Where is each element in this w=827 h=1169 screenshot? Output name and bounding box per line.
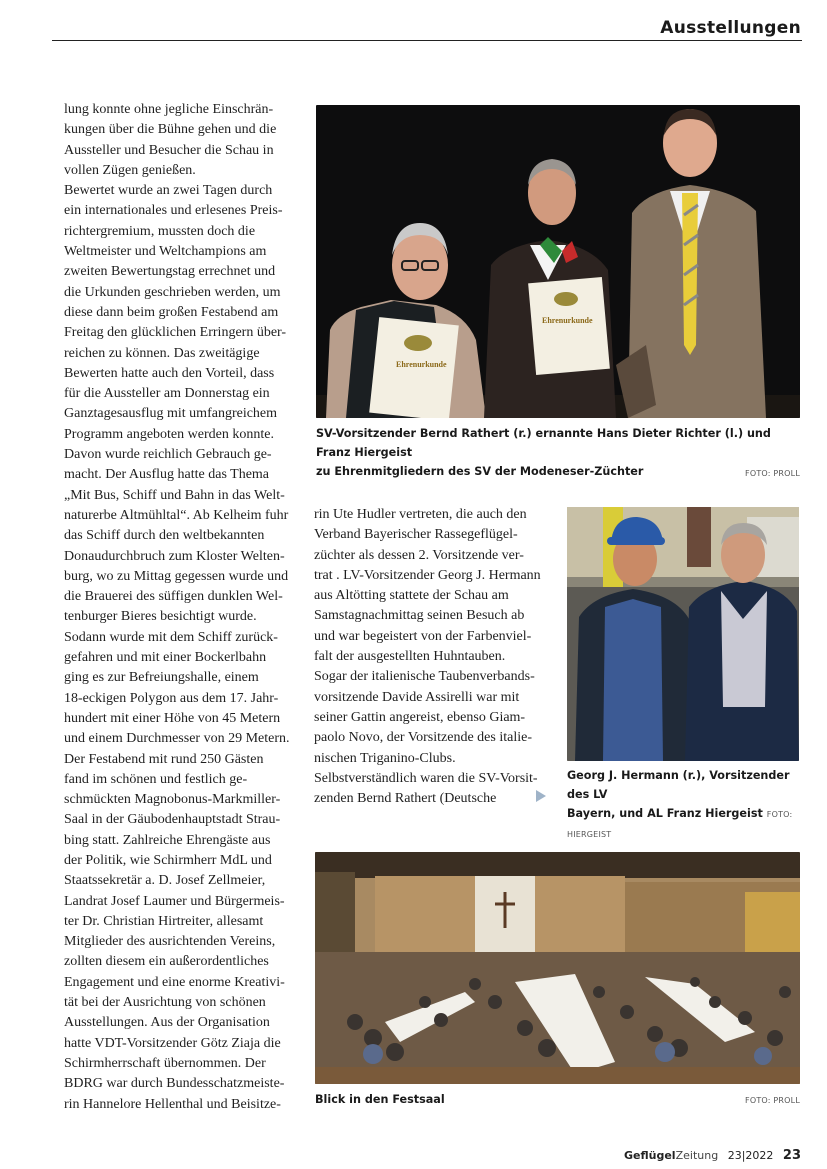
section-title: Ausstellungen <box>660 18 801 38</box>
article-line: nischen Triganino-Clubs. <box>314 750 456 766</box>
article-line: naturerbe Altmühltal“. Ab Kelheim fuhr <box>64 507 289 523</box>
article-line: Weltmeister und Weltchampions am <box>64 244 267 260</box>
photo-honorary-members <box>316 105 800 418</box>
article-line: bing statt. Zahlreiche Ehrengäste aus <box>64 832 271 848</box>
article-line: diese dann beim großen Festabend am <box>64 304 279 320</box>
photo3-caption: Blick in den Festsaal <box>315 1093 445 1106</box>
certificate-middle-label: Ehrenurkunde <box>542 316 593 325</box>
article-line: rin Hannelore Hellenthal und Beisitze- <box>64 1096 281 1112</box>
article-line: und einem Durchmesser von 29 Metern. <box>64 731 290 747</box>
article-line: hundert mit einer Höhe von 45 Metern <box>64 710 281 726</box>
article-line: kungen über die Bühne gehen und die <box>64 122 277 138</box>
article-line: Samstagnachmittag seinen Besuch ab <box>314 608 525 624</box>
article-line: falt der ausgestellten Huhntauben. <box>314 649 506 665</box>
article-line: paolo Novo, der Vorsitzende des italie- <box>314 730 532 746</box>
article-line: Davon wurde reichlich Gebrauch ge- <box>64 447 272 463</box>
article-line: lung konnte ohne jegliche Einschrän- <box>64 102 274 117</box>
article-line: Aussteller und Besucher die Schau in <box>64 142 274 158</box>
article-line: züchter als dessen 2. Vorsitzende ver- <box>314 547 524 563</box>
photo1-caption-line2: zu Ehrenmitgliedern des SV der Modeneser-Züchter <box>316 465 644 478</box>
footer-brand: Geflügel <box>624 1149 676 1162</box>
article-line: zweiten Bewertungstag errechnet und <box>64 264 276 280</box>
footer-brand-suffix: Zeitung <box>675 1149 719 1162</box>
article-line: Landrat Josef Laumer und Bürgermeis- <box>64 893 285 909</box>
article-line: 18-eckigen Polygon aus dem 17. Jahr- <box>64 690 279 706</box>
article-line: Freitag den glücklichen Erringern über- <box>64 325 287 341</box>
article-line: Sodann wurde mit dem Schiff zurück- <box>64 629 278 645</box>
article-column-middle <box>314 505 552 809</box>
article-line: reichen zu können. Das zweitägige <box>64 345 260 361</box>
article-line: Sogar der italienische Taubenverbands- <box>314 669 535 685</box>
certificate-left-label: Ehrenurkunde <box>396 360 447 369</box>
certificate-left <box>369 317 459 418</box>
photo2-caption-line2: Bayern, und AL Franz Hiergeist <box>567 807 763 820</box>
article-line: zollten diesem ein außerordentliches <box>64 954 269 970</box>
article-line: ein internationales und erlesenes Preis- <box>64 203 283 219</box>
article-line: hatte VDT-Vorsitzender Götz Ziaja die <box>64 1035 281 1051</box>
article-line: und war begeistert von der Farbenviel- <box>314 628 532 644</box>
photo2-caption-line1: Georg J. Hermann (r.), Vorsitzender des LV <box>567 769 790 801</box>
article-line: zenden Bernd Rathert (Deutsche <box>314 791 497 807</box>
article-line: rin Ute Hudler vertreten, die auch den <box>314 507 527 522</box>
article-line: macht. Der Ausflug hatte das Thema <box>64 467 270 483</box>
article-line: das Schiff durch den weltbekannten <box>64 528 265 544</box>
photo1-caption <box>316 424 800 481</box>
article-line: Engagement und eine enorme Kreativi- <box>64 974 285 990</box>
article-line: aus Altötting stattete der Schau am <box>314 588 509 604</box>
header-rule <box>52 40 802 41</box>
article-line: Saal in der Gäubodenhauptstadt Strau- <box>64 812 281 828</box>
article-line: Mitglieder des ausrichtenden Vereins, <box>64 934 276 950</box>
photo3-credit: FOTO: PROLL <box>745 1096 800 1105</box>
article-line: Selbstverständlich waren die SV-Vorsit- <box>314 770 538 786</box>
article-line: tät bei der Ausrichtung von schönen <box>64 995 266 1011</box>
article-line: Verband Bayerischer Rassegeflügel- <box>314 527 518 543</box>
article-line: ging es zur Befreiungshalle, einem <box>64 670 259 686</box>
page-number: 23 <box>782 1148 801 1163</box>
article-line: vorsitzende Davide Assirelli war mit <box>314 689 520 705</box>
article-line: richtergremium, mussten doch die <box>64 223 256 239</box>
article-line: Donaudurchbruch zum Kloster Welten- <box>64 548 285 564</box>
photo-hermann-hiergeist <box>567 507 799 761</box>
page-footer <box>624 1148 801 1163</box>
article-line: die Urkunden geschrieben werden, um <box>64 284 281 300</box>
article-line: fand im schönen und festlich ge- <box>64 771 248 787</box>
article-line: gefahren und mit einer Bockerlbahn <box>64 650 267 666</box>
article-line: tenburger Bieres besichtigt wurde. <box>64 609 257 625</box>
article-line: Bewerten hatte auch den Vorteil, dass <box>64 365 275 381</box>
article-line: Schirmherrschaft übernommen. Der <box>64 1055 266 1071</box>
article-line: „Mit Bus, Schiff und Bahn in das Welt- <box>64 487 285 503</box>
article-line: trat . LV-Vorsitzender Georg J. Hermann <box>314 567 541 583</box>
article-line: der Politik, wie Schirmherr MdL und <box>64 852 272 868</box>
article-line: schmückten Magnobonus-Markmiller- <box>64 792 281 808</box>
article-line: Programm angeboten werden konnte. <box>64 426 274 442</box>
article-line: Der Festabend mit rund 250 Gästen <box>64 751 264 767</box>
article-line: Bewertet wurde an zwei Tagen durch <box>64 183 273 199</box>
photo-festsaal <box>315 852 800 1084</box>
article-line: Ausstellungen. Aus der Organisation <box>64 1015 270 1031</box>
article-line: vollen Zügen genießen. <box>64 162 196 178</box>
photo1-caption-line1: SV-Vorsitzender Bernd Rathert (r.) ernannte Hans Dieter Richter (l.) und Franz Hiergeist <box>316 427 771 459</box>
photo2-credit: FOTO: HIERGEIST <box>567 810 793 839</box>
article-line: die Brauerei des süffigen dunklen Wel- <box>64 589 283 605</box>
article-line: für die Aussteller am Donnerstag ein <box>64 386 270 402</box>
certificate-middle <box>528 277 610 375</box>
footer-issue: 23|2022 <box>727 1149 774 1162</box>
article-line: BDRG war durch Bundesschatzmeiste- <box>64 1076 285 1092</box>
article-line: ter Dr. Christian Hirtreiter, allesamt <box>64 913 264 929</box>
article-line: Ganztagesausflug mit umfangreichem <box>64 406 278 422</box>
continue-arrow-icon <box>536 790 546 802</box>
article-line: seiner Gattin angereist, ebenso Giam- <box>314 709 526 725</box>
photo1-credit: FOTO: PROLL <box>745 469 800 478</box>
article-column-left <box>64 100 294 1115</box>
article-line: burg, wo zu Mittag gegessen wurde und <box>64 568 289 584</box>
article-line: Staatssekretär a. D. Josef Zellmeier, <box>64 873 266 889</box>
photo2-caption <box>567 766 807 844</box>
